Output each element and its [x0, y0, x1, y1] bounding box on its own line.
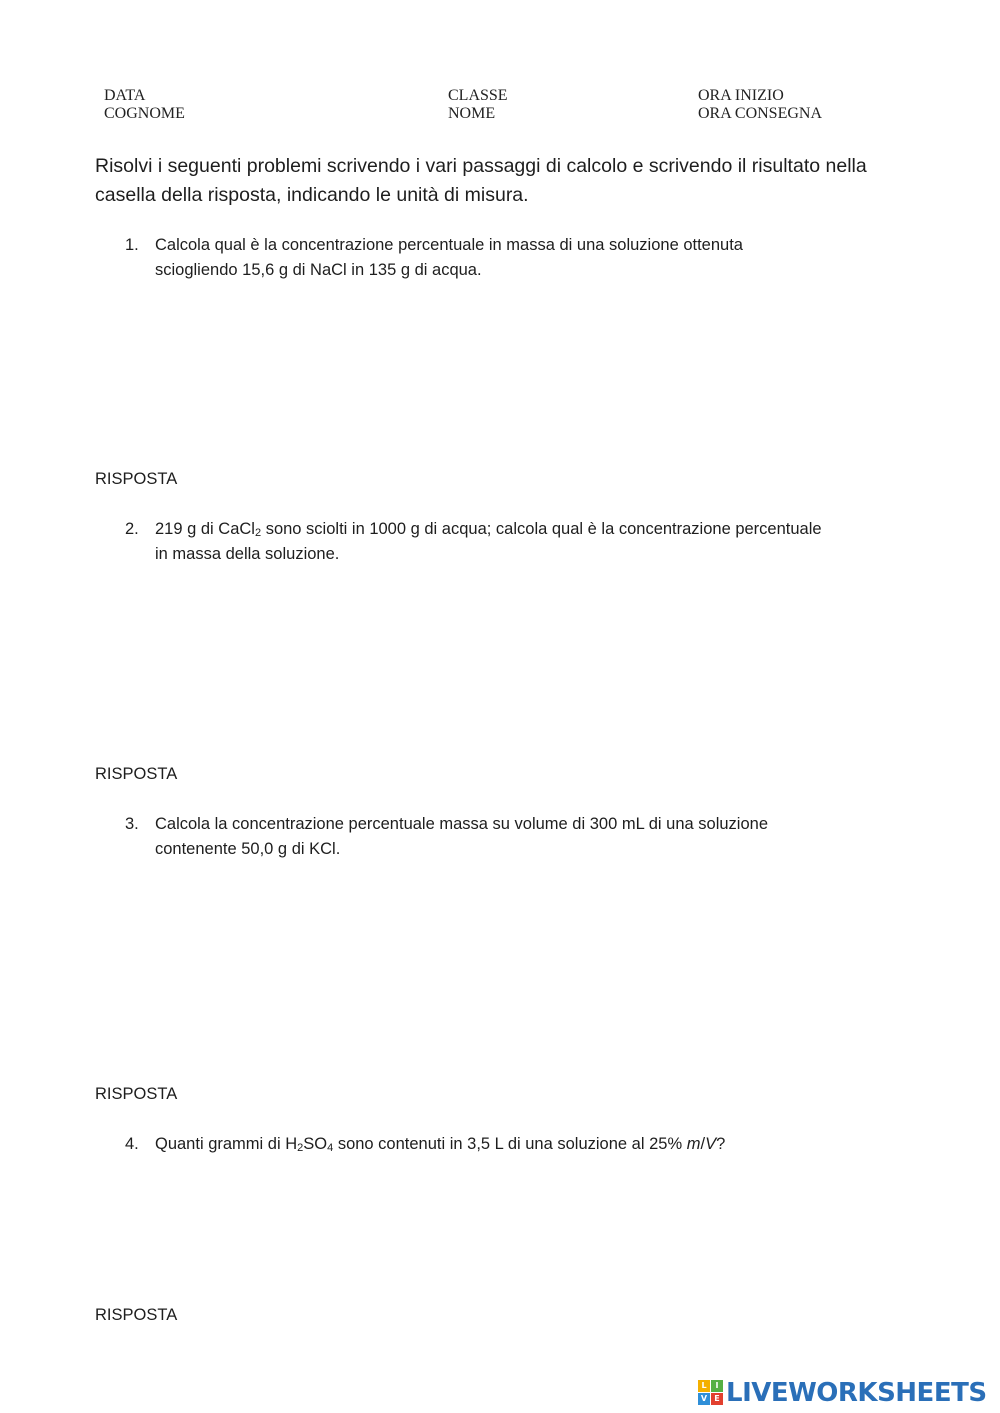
- question-number: 3.: [125, 815, 139, 833]
- question-line: sciogliendo 15,6 g di NaCl in 135 g di acqua.: [155, 261, 482, 279]
- answer-label-1: RISPOSTA: [95, 470, 178, 488]
- question-line: contenente 50,0 g di KCl.: [155, 840, 341, 858]
- answer-label-3: RISPOSTA: [95, 1085, 178, 1103]
- liveworksheets-mark-icon: L I V E: [698, 1380, 724, 1406]
- header-delivery-time-label: ORA CONSEGNA: [698, 105, 823, 122]
- question-number: 1.: [125, 236, 139, 254]
- header-date-label: DATA: [104, 87, 146, 104]
- question-line: Quanti grammi di $H_2SO_4$ sono contenuti in 3,5 L di una soluzione al 25% m/V?: [155, 1135, 726, 1154]
- answer-label-4: RISPOSTA: [95, 1306, 178, 1324]
- question-line: Calcola qual è la concentrazione percentuale in massa di una soluzione ottenuta: [155, 236, 743, 254]
- question-number: 4.: [125, 1135, 139, 1153]
- liveworksheets-wordmark: LIVEWORKSHEETS: [726, 1378, 987, 1408]
- header-name-label: NOME: [448, 105, 496, 122]
- header-surname-label: COGNOME: [104, 105, 185, 122]
- question-line: 219 g di CaCl$_2$ sono sciolti in 1000 g di acqua; calcola qual è la concentrazione percentuale: [155, 520, 822, 539]
- header-class-label: CLASSE: [448, 87, 508, 104]
- header-start-time-label: ORA INIZIO: [698, 87, 784, 104]
- question-number: 2.: [125, 520, 139, 538]
- instructions-text: Risolvi i seguenti problemi scrivendo i vari passaggi di calcolo e scrivendo il risultato nella casella della risposta, indicando le unità di misura.: [95, 155, 867, 206]
- answer-label-2: RISPOSTA: [95, 765, 178, 783]
- liveworksheets-logo: [698, 1377, 987, 1409]
- question-text: [155, 233, 905, 283]
- question-text: [155, 812, 905, 862]
- question-text: [155, 1132, 905, 1157]
- question-line: Calcola la concentrazione percentuale massa su volume di 300 mL di una soluzione: [155, 815, 768, 833]
- question-text: [155, 517, 905, 567]
- question-line: in massa della soluzione.: [155, 545, 340, 563]
